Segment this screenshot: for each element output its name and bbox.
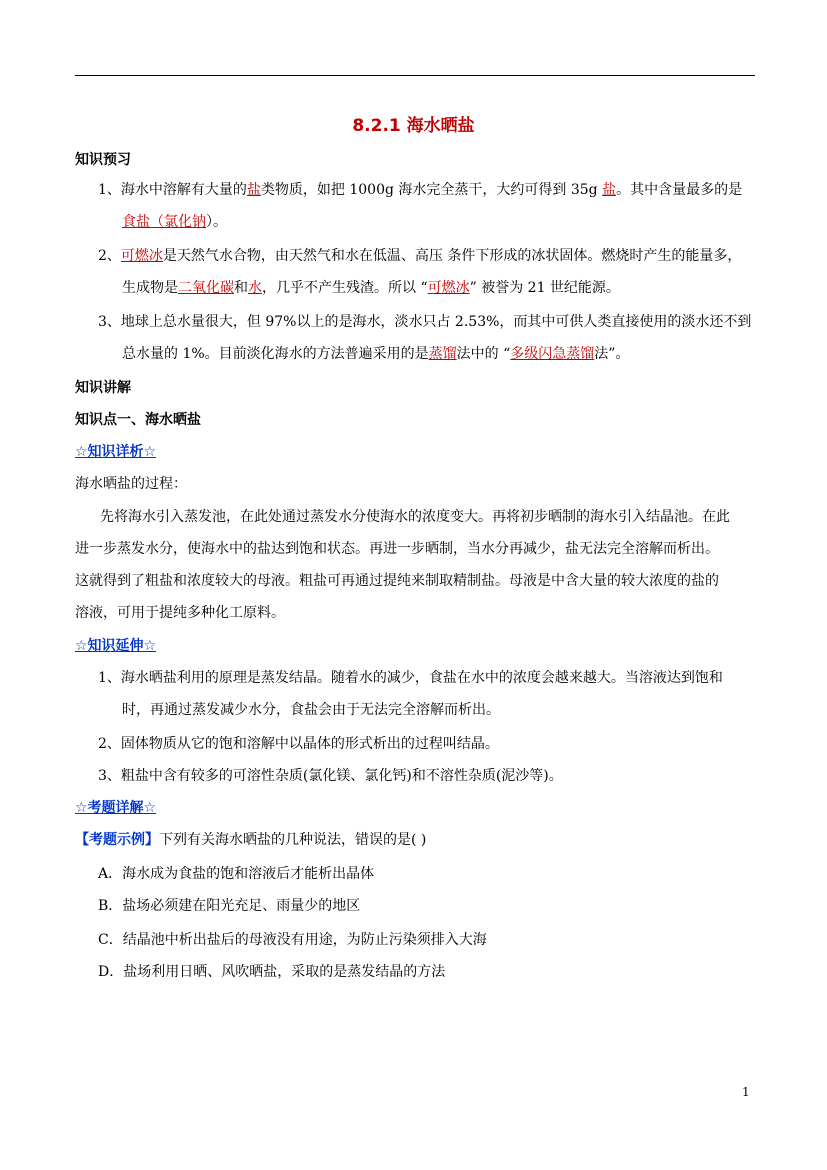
- knowledge-point-1: 知识点一、海水晒盐: [75, 412, 201, 428]
- knowledge-detail-link[interactable]: ☆知识详析☆: [75, 444, 157, 460]
- section-heading-lecture: 知识讲解: [75, 380, 131, 396]
- answer-combustible-ice: 可燃冰: [120, 248, 163, 264]
- answer-combustible-ice-2: 可燃冰: [427, 280, 470, 296]
- option-d: D．盐场利用日晒、风吹晒盐，采取的是蒸发结晶的方法: [98, 964, 446, 980]
- answer-msf-distillation: 多级闪急蒸馏: [510, 346, 595, 362]
- extend-item-3: 3、粗盐中含有较多的可溶性杂质(氯化镁、氯化钙)和不溶性杂质(泥沙等)。: [98, 768, 563, 784]
- process-line-2: 进一步蒸发水分，使海水中的盐达到饱和状态。再进一步晒制，当水分再减少，盐无法完全溶解而析出。: [75, 541, 719, 557]
- option-a: A．海水成为食盐的饱和溶液后才能析出晶体: [98, 866, 375, 882]
- page-number: 1: [742, 1085, 750, 1099]
- header-rule: [75, 75, 755, 76]
- answer-salt-2: 盐: [602, 182, 617, 198]
- process-line-1: 先将海水引入蒸发池，在此处通过蒸发水分使海水的浓度变大。再将初步晒制的海水引入结晶池。在此: [100, 509, 730, 525]
- preview-item-1-line-2: 食盐（氯化钠）。: [122, 214, 227, 230]
- process-line-3: 这就得到了粗盐和浓度较大的母液。粗盐可再通过提纯来制取精制盐。母液是中含大量的较大浓度的盐的: [75, 573, 719, 589]
- preview-item-3-line-2: 总水量的 1%。目前淡化海水的方法普遍采用的是蒸馏法中的 “多级闪急蒸馏法”。: [122, 346, 630, 362]
- exam-detail-link[interactable]: ☆考题详解☆: [75, 800, 157, 816]
- answer-distillation: 蒸馏: [428, 346, 457, 362]
- extend-item-2: 2、固体物质从它的饱和溶解中以晶体的形式析出的过程叫结晶。: [98, 736, 499, 752]
- preview-item-3-line-1: 3、地球上总水量很大，但 97%以上的是海水，淡水只占 2.53%，而其中可供人类直接使用的淡水还不到: [98, 314, 752, 330]
- answer-nacl: 食盐（氯化钠: [122, 214, 206, 230]
- answer-salt-1: 盐: [246, 182, 261, 198]
- page-title: 8.2.1 海水晒盐: [352, 116, 475, 136]
- preview-item-2-line-2: 生成物是二氧化碳和水，几乎不产生残渣。所以 “可燃冰” 被誉为 21 世纪能源。: [122, 280, 620, 296]
- answer-co2: 二氧化碳: [178, 280, 234, 296]
- process-label: 海水晒盐的过程：: [75, 476, 187, 492]
- option-b: B．盐场必须建在阳光充足、雨量少的地区: [98, 898, 361, 914]
- knowledge-extend-link[interactable]: ☆知识延伸☆: [75, 638, 157, 654]
- example-tag: 【考题示例】: [75, 832, 159, 848]
- answer-water: 水: [248, 280, 262, 296]
- process-line-4: 溶液，可用于提纯多种化工原料。: [75, 605, 285, 621]
- extend-item-1-line-2: 时，再通过蒸发减少水分，食盐会由于无法完全溶解而析出。: [122, 702, 500, 718]
- option-c: C．结晶池中析出盐后的母液没有用途，为防止污染须排入大海: [98, 932, 487, 948]
- section-heading-preview: 知识预习: [75, 152, 131, 168]
- extend-item-1-line-1: 1、海水晒盐利用的原理是蒸发结晶。随着水的减少，食盐在水中的浓度会越来越大。当溶液达到饱和: [98, 670, 723, 686]
- preview-item-1-line-1: 1、海水中溶解有大量的盐类物质，如把 1000g 海水完全蒸干，大约可得到 35g 盐。其中含量最多的是: [98, 182, 743, 198]
- example-question: 【考题示例】下列有关海水晒盐的几种说法，错误的是( ): [75, 832, 427, 848]
- preview-item-2-line-1: 2、可燃冰是天然气水合物，由天然气和水在低温、高压 条件下形成的冰状固体。燃烧时产生的能量多，: [98, 248, 742, 264]
